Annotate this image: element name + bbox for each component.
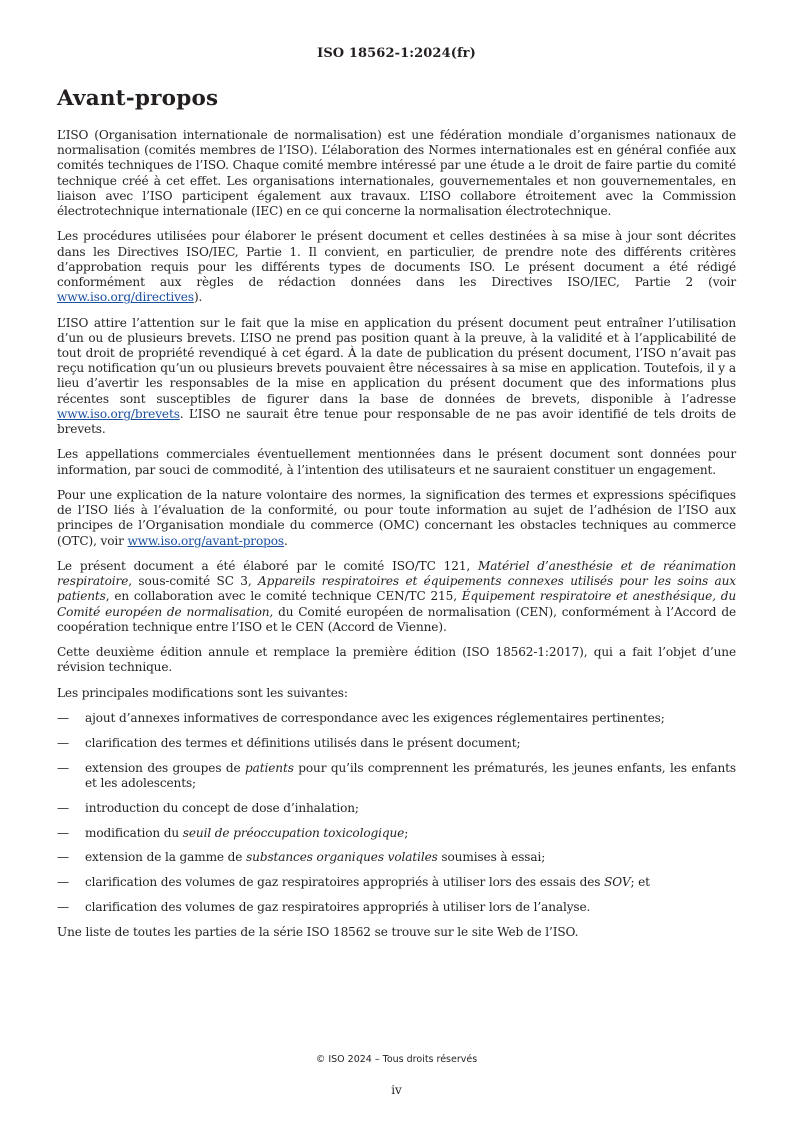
- list-item-text: soumises à essai;: [437, 850, 546, 865]
- dash-bullet: —: [57, 711, 69, 726]
- list-item: [57, 736, 736, 751]
- directives-link[interactable]: www.iso.org/directives: [57, 290, 194, 305]
- page-title: Avant-propos: [57, 86, 219, 111]
- paragraph-text: Pour une explication de la nature volontaire des normes, la signification des termes et expressions spécifiques de l’ISO liés à l’évaluation de la conformité, ou pour toute information au sujet de l’adhésion de l’ISO aux principes de l’Organisation mondiale du commerce (OMC) concernant les obstacles techniques au commerce (OTC), voir: [57, 488, 736, 548]
- list-item: [57, 900, 736, 915]
- foreword-link[interactable]: www.iso.org/avant-propos: [127, 533, 285, 548]
- paragraph-text: , sous-comité SC 3,: [128, 574, 259, 589]
- list-item-term: patients: [245, 760, 294, 775]
- committee-name: Matériel d’anesthésie et de réanimation respiratoire: [57, 559, 736, 589]
- list-item-text: ;: [404, 825, 409, 840]
- paragraph-text: du Comité européen de normalisation (CEN), conformément à l’Accord de coopération technique entre l’ISO et le CEN (Accord de Vienne).: [57, 604, 736, 634]
- dash-bullet: —: [57, 850, 69, 865]
- dash-bullet: —: [57, 899, 69, 914]
- changes-list: [57, 711, 736, 915]
- list-item-text: ajout d’annexes informatives de correspondance avec les exigences réglementaires pertinentes;: [85, 711, 665, 726]
- list-item-text: clarification des volumes de gaz respiratoires appropriés à utiliser lors des essais des: [85, 875, 605, 890]
- paragraph-directives: [57, 229, 736, 305]
- list-item: [57, 826, 736, 841]
- paragraph-voluntary-nature: [57, 488, 736, 549]
- list-item-text: clarification des volumes de gaz respiratoires appropriés à utiliser lors de l’analyse.: [85, 899, 591, 914]
- list-item-term: seuil de préoccupation toxicologique: [182, 825, 405, 840]
- list-item-text: extension des groupes de: [85, 760, 246, 775]
- list-item-term: SOV: [604, 875, 631, 890]
- paragraph-series-parts: Une liste de toutes les parties de la série ISO 18562 se trouve sur le site Web de l’ISO.: [57, 925, 579, 940]
- cen-committee-name: Équipement respiratoire et anesthésique, du Comité européen de normalisation,: [57, 589, 736, 619]
- paragraph-text: L’ISO attire l’attention sur le fait que la mise en application du présent document peut entraîner l’utilisation d’un ou de plusieurs brevets. L’ISO ne prend pas position quant à la preuve, à la validité et à l’applicabilité de tout droit de propriété revendiqué à cet égard. À la date de publication du présent document, l’ISO n’avait pas reçu notification qu’un ou plusieurs brevets pouvaient être nécessaires à sa mise en application. Toutefois, il y a lieu d’avertir les responsables de la mise en application du présent document que des informations plus récentes sont susceptibles de figurer dans la base de données de brevets, disponible à l’adresse: [57, 315, 736, 406]
- dash-bullet: —: [57, 825, 69, 840]
- paragraph-text: .: [284, 533, 288, 548]
- list-item-text: extension de la gamme de: [85, 850, 247, 865]
- page-number: iv: [391, 1083, 402, 1097]
- paragraph-text: Le présent document a été élaboré par le comité ISO/TC 121,: [57, 559, 479, 574]
- document-id-header: ISO 18562-1:2024(fr): [317, 46, 476, 61]
- paragraph-committee: [57, 559, 736, 635]
- subcommittee-name: Appareils respiratoires et équipements connexes utilisés pour les soins aux patients: [57, 574, 737, 604]
- paragraph-patents: [57, 316, 736, 438]
- paragraph-trade-names: Les appellations commerciales éventuellement mentionnées dans le présent document sont données pour information, par souci de commodité, à l’intention des utilisateurs et ne sauraient constituer un engagement.: [57, 447, 736, 477]
- list-item: [57, 801, 736, 816]
- list-item-text: pour qu’ils comprennent les prématurés, les jeunes enfants, les enfants et les adolescents;: [85, 760, 737, 790]
- document-body: [57, 128, 736, 951]
- list-item: [57, 711, 736, 726]
- paragraph-edition: Cette deuxième édition annule et remplace la première édition (ISO 18562-1:2017), qui a fait l’objet d’une révision technique.: [57, 645, 736, 675]
- list-item: [57, 875, 736, 890]
- list-item: [57, 761, 736, 791]
- copyright-footer: © ISO 2024 – Tous droits réservés: [315, 1054, 478, 1065]
- list-item: [57, 850, 736, 865]
- paragraph-text: Les procédures utilisées pour élaborer le présent document et celles destinées à sa mise à jour sont décrites dans les Directives ISO/IEC, Partie 1. Il convient, en particulier, de prendre note des différents critères d’approbation requis pour les différents types de documents ISO. Le présent document a été rédigé conformément aux règles de rédaction données dans les Directives ISO/IEC, Partie 2 (voir: [57, 229, 736, 290]
- dash-bullet: —: [57, 800, 69, 815]
- paragraph-text: , en collaboration avec le comité technique CEN/TC 215,: [105, 589, 462, 604]
- paragraph-text: ).: [193, 290, 203, 305]
- list-item-text: introduction du concept de dose d’inhalation;: [85, 800, 359, 815]
- dash-bullet: —: [57, 875, 69, 890]
- list-item-text: modification du: [85, 825, 183, 840]
- list-item-term: substances organiques volatiles: [246, 850, 438, 865]
- paragraph-text: . L’ISO ne saurait être tenue pour responsable de ne pas avoir identifié de tels droits de brevets.: [57, 406, 736, 437]
- paragraph-changes-intro: Les principales modifications sont les suivantes:: [57, 685, 348, 700]
- dash-bullet: —: [57, 760, 69, 775]
- patents-link[interactable]: www.iso.org/brevets: [57, 406, 180, 421]
- dash-bullet: —: [57, 736, 69, 750]
- list-item-text: ; et: [630, 875, 650, 890]
- paragraph-iso-intro: L’ISO (Organisation internationale de normalisation) est une fédération mondiale d’organismes nationaux de normalisation (comités membres de l’ISO). L’élaboration des Normes internationales est en général confiée aux comités techniques de l’ISO. Chaque comité membre intéressé par une étude a le droit de faire partie du comité technique créé à cet effet. Les organisations internationales, gouvernementales et non gouvernementales, en liaison avec l’ISO participent également aux travaux. L’ISO collabore étroitement avec la Commission électrotechnique internationale (IEC) en ce qui concerne la normalisation électrotechnique.: [57, 128, 736, 219]
- list-item-text: clarification des termes et définitions utilisés dans le présent document;: [85, 736, 521, 750]
